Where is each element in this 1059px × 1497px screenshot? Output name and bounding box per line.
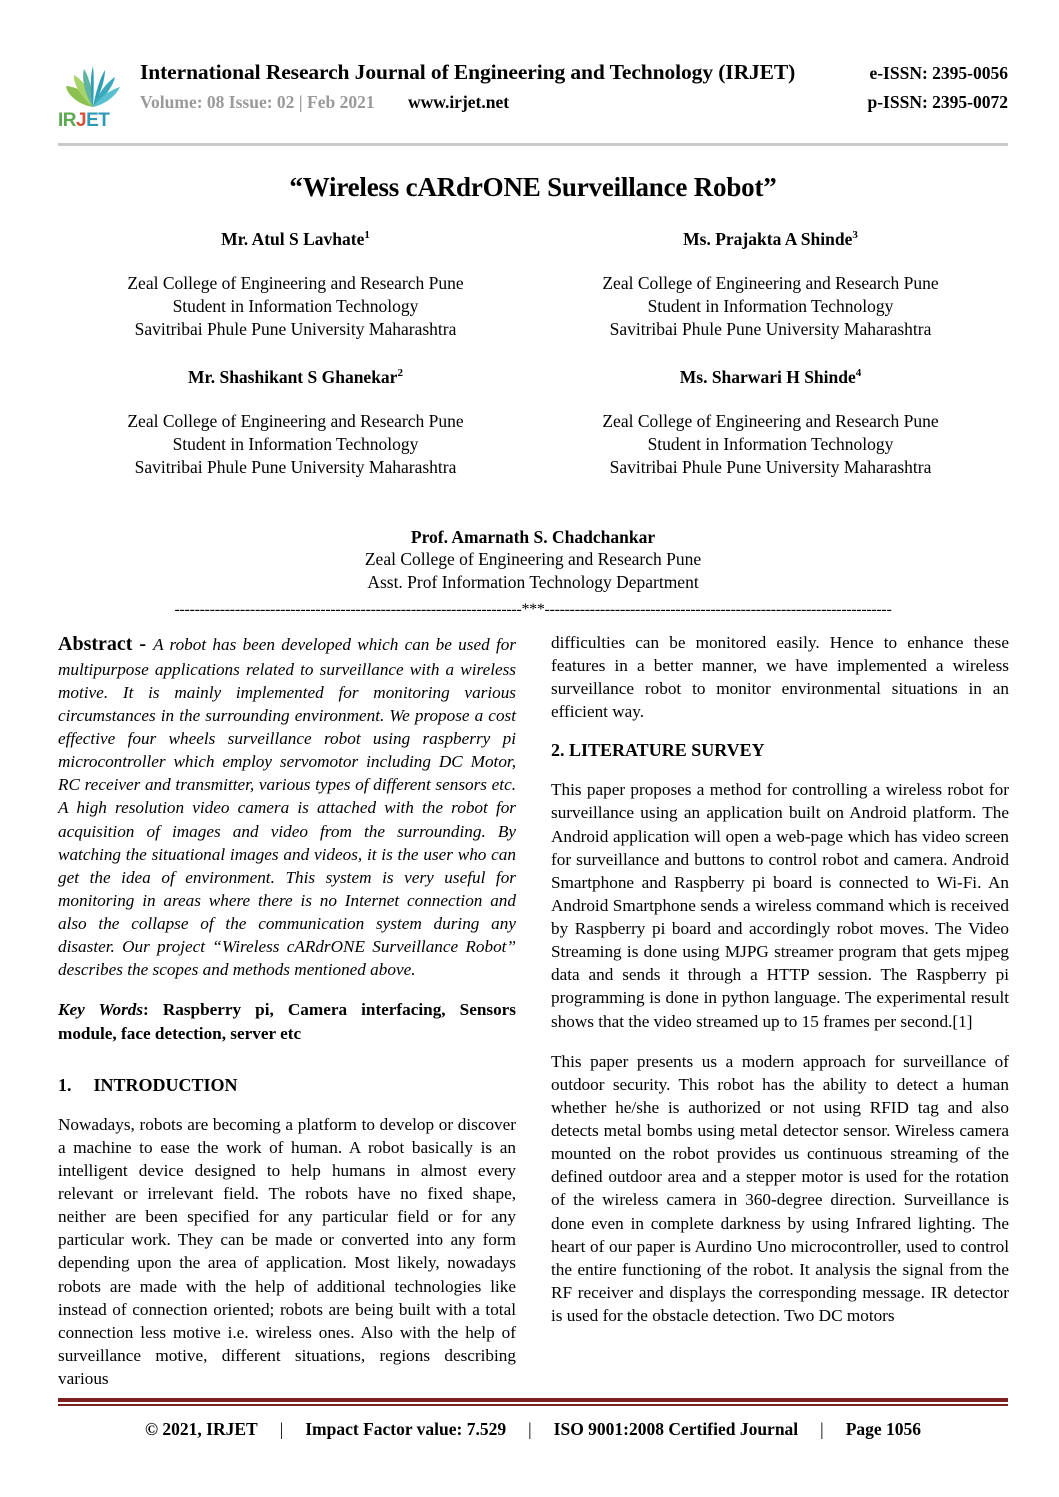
footer-separator: | bbox=[279, 1419, 284, 1439]
authors-block bbox=[58, 229, 1008, 594]
footer-page-number: Page 1056 bbox=[845, 1419, 922, 1439]
author-entry bbox=[58, 367, 533, 479]
abstract-label: Abstract - bbox=[58, 632, 154, 655]
author-name bbox=[533, 367, 1008, 388]
footer-separator: | bbox=[528, 1419, 532, 1439]
author-affiliation-marker: 3 bbox=[852, 229, 858, 242]
right-column bbox=[551, 631, 1009, 1407]
literature-survey-paragraph-2: This paper presents us a modern approach for surveillance of outdoor security. This robot has the ability to detect a human whether he/she is authorized or not using RFID tag and also detects metal bombs using metal detector sensor. Wireless camera mounted on the robot provides us continuous streaming of the defined outdoor area and a stepper motor is used for the rotation of the wireless camera in 360-degree direction. Surveillance is done even in complete darkness by using Infrared lighting. The heart of our paper is Aurdino Uno microcontroller, used to control the entire functioning of the robot. It analysis the signal from the RF receiver and displays the corresponding message. IR detector is used for the obstacle detection. Two DC motors bbox=[551, 1051, 1009, 1325]
volume-issue-date: Volume: 08 Issue: 02 | Feb 2021 bbox=[140, 92, 375, 112]
affiliation-line: Student in Information Technology bbox=[172, 434, 419, 455]
paper-title: “Wireless cARdrONE Surveillance Robot” bbox=[289, 172, 777, 202]
affiliation-line: Zeal College of Engineering and Research Pune bbox=[127, 411, 464, 432]
author-name-text: Ms. Sharwari H Shinde bbox=[679, 367, 856, 388]
footer-text bbox=[58, 1419, 1008, 1440]
author-affiliation bbox=[58, 410, 533, 479]
irjet-logo-wordmark bbox=[58, 111, 136, 130]
abstract-paragraph bbox=[58, 631, 516, 982]
affiliation-line: Savitribai Phule Pune University Maharashtra bbox=[134, 457, 457, 478]
affiliation-line: Savitribai Phule Pune University Maharashtra bbox=[609, 457, 932, 478]
affiliation-line: Zeal College of Engineering and Research Pune bbox=[127, 273, 464, 293]
author-affiliation bbox=[58, 272, 533, 341]
author-row bbox=[58, 229, 1008, 341]
header-divider-rule bbox=[58, 143, 1008, 146]
author-name bbox=[58, 367, 533, 388]
author-affiliation bbox=[533, 410, 1008, 479]
affiliation-line: Student in Information Technology bbox=[647, 434, 894, 455]
author-name bbox=[58, 229, 533, 250]
author-name-text: Mr. Atul S Lavhate bbox=[221, 229, 365, 249]
author-entry bbox=[58, 229, 533, 341]
keywords-value: : Raspberry pi, Camera interfacing, Sensors module, face detection, server etc bbox=[58, 1000, 516, 1043]
author-affiliation-marker: 1 bbox=[364, 229, 370, 242]
author-affiliation-marker: 4 bbox=[855, 367, 862, 380]
affiliation-line: Zeal College of Engineering and Research Pune bbox=[602, 273, 939, 293]
footer-rule-thin bbox=[58, 1404, 1008, 1406]
masthead-row-1 bbox=[140, 60, 1008, 85]
keywords-paragraph bbox=[58, 998, 516, 1044]
footer-impact-factor: Impact Factor value: 7.529 bbox=[305, 1419, 507, 1439]
author-entry bbox=[533, 367, 1008, 479]
left-column bbox=[58, 631, 516, 1407]
author-affiliation-marker: 2 bbox=[397, 367, 403, 380]
journal-masthead bbox=[58, 60, 1008, 134]
footer-copyright: © 2021, IRJET bbox=[144, 1419, 258, 1439]
author-row bbox=[58, 367, 1008, 479]
p-issn: p-ISSN: 2395-0072 bbox=[867, 92, 1008, 112]
author-name-text: Mr. Shashikant S Ghanekar bbox=[188, 367, 398, 388]
author-name bbox=[533, 229, 1008, 250]
affiliation-line: Student in Information Technology bbox=[172, 296, 419, 317]
keywords-label: Key Words bbox=[58, 1000, 144, 1020]
irjet-logo bbox=[58, 60, 136, 130]
author-affiliation bbox=[533, 272, 1008, 341]
professor-affiliation bbox=[58, 548, 1008, 594]
body-columns bbox=[58, 631, 1008, 1407]
logo-et-text: ET bbox=[86, 110, 110, 131]
section-star-divider: ---------------------------------------------------------------------***--------------------------------------------------------------------- bbox=[174, 601, 892, 618]
introduction-paragraph-continued: difficulties can be monitored easily. Hence to enhance these features in a better manner, we have implemented a wireless surveillance robot to monitor environmental situations in an efficient way. bbox=[551, 632, 1009, 722]
section-heading-literature-survey: 2. LITERATURE SURVEY bbox=[551, 740, 765, 761]
literature-survey-paragraph-1: This paper proposes a method for controlling a wireless robot for surveillance using an application built on Android platform. The Android application will open a web-page which has video screen for surveillance and buttons to control robot and camera. Android Smartphone and Raspberry pi board is connected to Wi-Fi. An Android Smartphone sends a wireless command which is received by Raspberry pi board and accordingly robot moves. The Video Streaming is done using MJPG streamer program that gets mjpeg data and sends it through a HTTP session. The Raspberry pi programming is done in python language. The experimental result shows that the video streamed up to 15 frames per second.[1] bbox=[551, 780, 1009, 1031]
affiliation-line: Savitribai Phule Pune University Maharashtra bbox=[134, 319, 457, 340]
author-name-text: Ms. Prajakta A Shinde bbox=[683, 229, 853, 249]
footer-separator: | bbox=[820, 1419, 824, 1439]
page-content bbox=[58, 60, 1008, 1407]
affiliation-line: Asst. Prof Information Technology Department bbox=[367, 571, 699, 592]
journal-title: International Research Journal of Engineering and Technology (IRJET) bbox=[140, 60, 796, 84]
abstract-body: A robot has been developed which can be used for multipurpose applications related to surveillance with a wireless motive. It is mainly implemented for monitoring various circumstances in the surrounding environment. We propose a cost effective four wheels surveillance robot using raspberry pi microcontroller which employ servomotor including DC Motor, RC receiver and transmitter, various types of different sensors etc. A high resolution video camera is attached with the robot for acquisition of images and video from the surrounding. By watching the situational images and videos, it is the user who can get the idea of environment. This system is very useful for monitoring in areas where there is no Internet connection and also the collapse of the communication system during any disaster. Our project “Wireless cARdrONE Surveillance Robot” describes the scopes and methods mentioned above. bbox=[58, 634, 517, 980]
affiliation-line: Savitribai Phule Pune University Maharashtra bbox=[609, 319, 932, 340]
professor-name: Prof. Amarnath S. Chadchankar bbox=[410, 526, 656, 547]
affiliation-line: Student in Information Technology bbox=[647, 296, 894, 317]
page-footer bbox=[58, 1398, 1008, 1440]
masthead-row-2 bbox=[140, 92, 1008, 113]
introduction-paragraph: Nowadays, robots are becoming a platform to develop or discover a machine to ease the work of human. A robot basically is an intelligent device designed to help humans in almost every relevant or irrelevant field. The robots have no fixed shape, neither are been specified for any particular field or for any particular work. They can be made or converted into any form depending upon the area of application. Most likely, nowadays robots are made with the help of additional technologies like instead of connection oriented; robots are being built with a total connection less motive i.e. wireless ones. Also with the help of surveillance motive, different situations, regions describing various bbox=[58, 1114, 516, 1389]
professor-entry bbox=[58, 527, 1008, 594]
affiliation-line: Zeal College of Engineering and Research Pune bbox=[602, 411, 939, 432]
e-issn: e-ISSN: 2395-0056 bbox=[869, 63, 1008, 83]
section-number: 1. bbox=[58, 1074, 72, 1095]
affiliation-line: Zeal College of Engineering and Research Pune bbox=[364, 548, 702, 569]
section-heading-introduction bbox=[58, 1075, 516, 1096]
logo-j-text: J bbox=[76, 110, 87, 131]
author-entry bbox=[533, 229, 1008, 341]
journal-website: www.irjet.net bbox=[408, 92, 510, 112]
footer-certification: ISO 9001:2008 Certified Journal bbox=[553, 1419, 799, 1439]
masthead-text bbox=[136, 60, 1008, 113]
logo-ir-text: IR bbox=[58, 110, 76, 131]
irjet-fan-logo-icon bbox=[58, 62, 128, 110]
section-title: INTRODUCTION bbox=[93, 1074, 238, 1095]
